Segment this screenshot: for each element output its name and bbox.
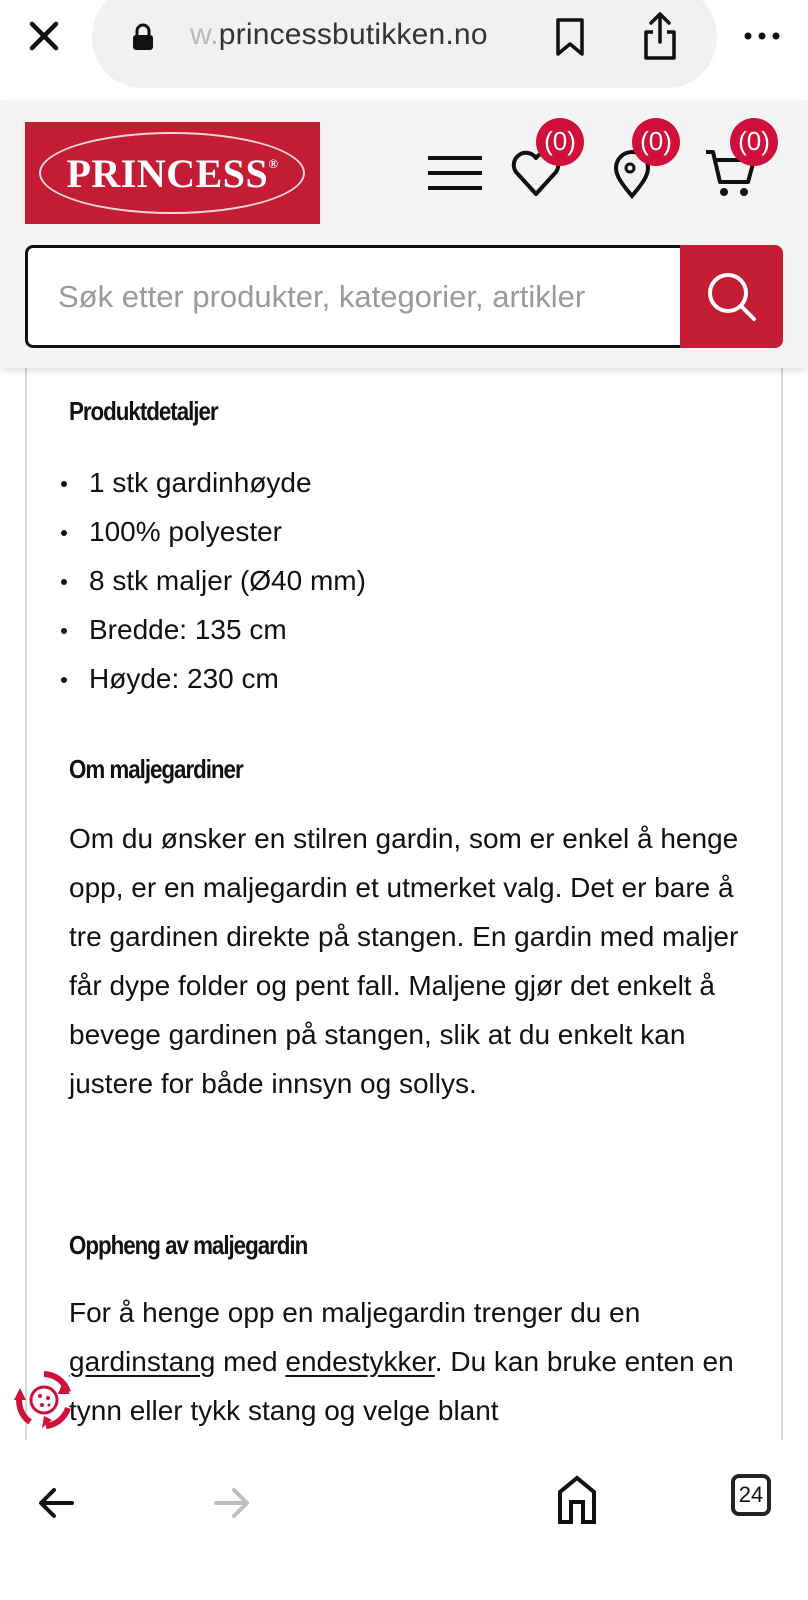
about-heading: Om maljegardiner [69, 754, 243, 784]
logo-wordmark: PRINCESS [66, 151, 269, 196]
wishlist-count-badge: (0) [536, 118, 584, 166]
list-item: 100% polyester [61, 507, 366, 556]
more-icon[interactable] [742, 28, 782, 44]
url-prefix: w. [190, 18, 219, 51]
tabs-count-button[interactable]: 24 [731, 1474, 771, 1516]
product-description [25, 368, 783, 1440]
search-button[interactable] [680, 245, 783, 348]
text: . Du kan bruke enten en tynn eller tykk stang og velge blant [69, 1346, 734, 1426]
end-pieces-link[interactable]: endestykker [285, 1346, 435, 1377]
hamburger-menu-icon[interactable] [428, 154, 482, 192]
list-item: Bredde: 135 cm [61, 605, 366, 654]
close-icon[interactable] [24, 16, 64, 56]
lock-icon [130, 22, 156, 52]
list-item: 1 stk gardinhøyde [61, 458, 366, 507]
list-item: Høyde: 230 cm [61, 654, 366, 703]
search-icon [702, 267, 762, 327]
hanging-paragraph [69, 1288, 759, 1435]
recycle-badge-icon[interactable] [12, 1368, 76, 1432]
curtain-rod-link[interactable]: gardinstang [69, 1346, 216, 1377]
search-bar [25, 245, 783, 348]
details-list [61, 458, 366, 703]
registered-mark: ® [268, 156, 279, 171]
bookmark-icon[interactable] [552, 16, 588, 58]
stores-count-badge: (0) [632, 118, 680, 166]
hanging-heading: Oppheng av maljegardin [69, 1230, 308, 1260]
url-text[interactable] [190, 18, 488, 52]
princess-logo[interactable] [25, 122, 320, 224]
share-icon[interactable] [640, 10, 680, 62]
browser-bottom-nav [0, 1440, 808, 1600]
details-heading: Produktdetaljer [69, 396, 218, 426]
back-arrow-icon[interactable] [36, 1482, 78, 1524]
browser-toolbar [0, 0, 808, 100]
search-input[interactable] [25, 245, 685, 348]
forward-arrow-icon[interactable] [210, 1482, 252, 1524]
url-domain: princessbutikken.no [218, 18, 488, 51]
cart-count-badge: (0) [730, 118, 778, 166]
site-header [0, 100, 808, 368]
home-icon[interactable] [556, 1474, 598, 1526]
list-item: 8 stk maljer (Ø40 mm) [61, 556, 366, 605]
text: med [215, 1346, 286, 1377]
logo-text [25, 150, 320, 197]
text: For å henge opp en maljegardin trenger du en [69, 1297, 641, 1328]
about-paragraph: Om du ønsker en stilren gardin, som er enkel å henge opp, er en maljegardin et utmerket valg. Det er bare å tre gardinen direkte på stangen. En gardin med maljer får dype folder og pent fall. Maljene gjør det enkelt å bevege gardinen på stangen, slik at du enkelt kan justere for både innsyn og sollys. [69, 823, 739, 1099]
